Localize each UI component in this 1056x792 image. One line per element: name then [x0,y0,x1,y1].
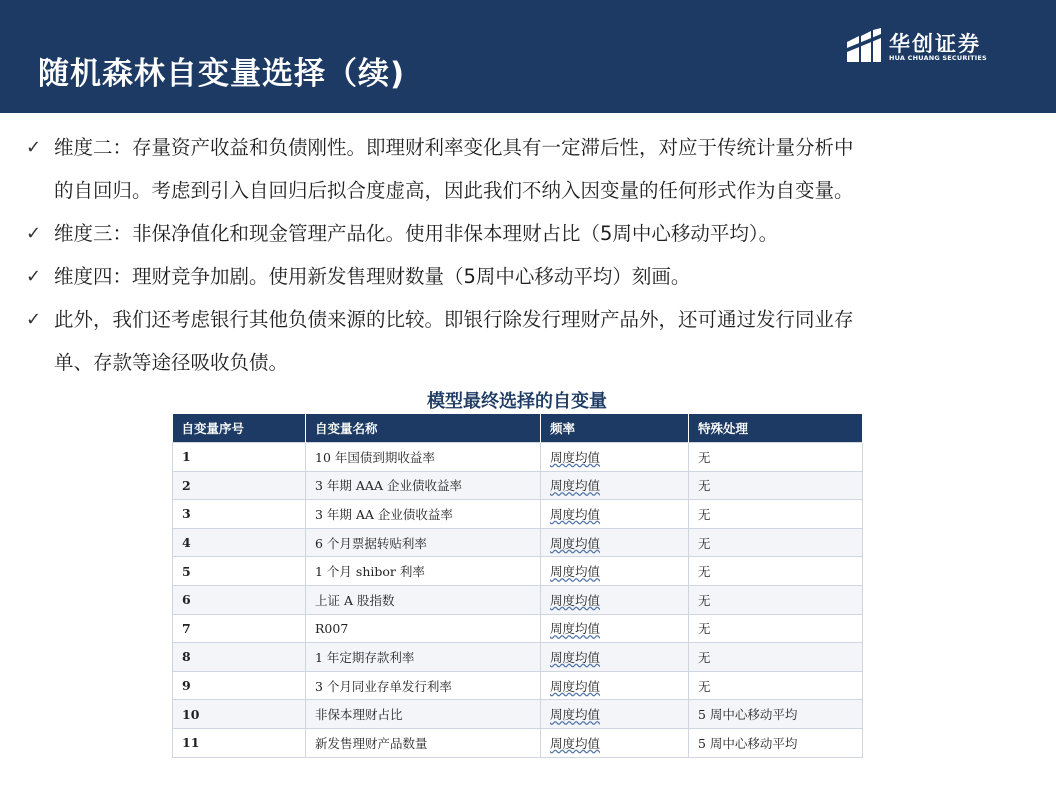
company-logo [845,28,1025,68]
logo-text-cn: 华创证券 [889,32,981,56]
bullet-text: 维度二：存量资产收益和负债刚性。即理财利率变化具有一定滞后性，对应于传统计量分析中 [54,136,854,159]
cell-frequency: 周度均值 [541,671,689,700]
cell-variable-name: 3 个月同业存单发行利率 [306,671,541,700]
cell-variable-name: 1 年定期存款利率 [306,643,541,672]
cell-special-treatment: 无 [689,585,863,614]
bullet-item [26,255,1046,298]
cell-frequency: 周度均值 [541,585,689,614]
column-header: 自变量名称 [306,414,541,443]
cell-variable-name: 3 年期 AAA 企业债收益率 [306,471,541,500]
cell-variable-name: 上证 A 股指数 [306,585,541,614]
cell-frequency: 周度均值 [541,528,689,557]
bullet-text-continued: 单、存款等途径吸收负债。 [54,351,289,374]
cell-special-treatment: 无 [689,614,863,643]
cell-variable-name: 6 个月票据转贴利率 [306,528,541,557]
cell-special-treatment: 无 [689,557,863,586]
check-icon: ✓ [26,309,42,330]
cell-special-treatment: 无 [689,671,863,700]
bullet-text-continued: 的自回归。考虑到引入自回归后拟合度虚高，因此我们不纳入因变量的任何形式作为自变量。 [54,179,854,202]
cell-variable-name: 3 年期 AA 企业债收益率 [306,500,541,529]
table-row [173,500,863,529]
table-body [173,443,863,758]
cell-variable-name: 10 年国债到期收益率 [306,443,541,472]
cell-variable-name: 新发售理财产品数量 [306,728,541,757]
check-icon: ✓ [26,223,42,244]
check-icon: ✓ [26,266,42,287]
column-header: 特殊处理 [689,414,863,443]
cell-frequency: 周度均值 [541,728,689,757]
cell-index: 7 [173,614,306,643]
bullet-text: 此外，我们还考虑银行其他负债来源的比较。即银行除发行理财产品外，还可通过发行同业存 [54,308,854,331]
cell-index: 5 [173,557,306,586]
table-row [173,585,863,614]
cell-frequency: 周度均值 [541,557,689,586]
cell-variable-name: 1 个月 shibor 利率 [306,557,541,586]
cell-index: 11 [173,728,306,757]
column-header: 频率 [541,414,689,443]
check-icon: ✓ [26,137,42,158]
cell-special-treatment: 无 [689,528,863,557]
cell-frequency: 周度均值 [541,700,689,729]
table-caption: 模型最终选择的自变量 [427,391,607,412]
cell-frequency: 周度均值 [541,471,689,500]
cell-special-treatment: 无 [689,471,863,500]
cell-variable-name: 非保本理财占比 [306,700,541,729]
page-title: 随机森林自变量选择（续) [38,56,406,92]
column-header: 自变量序号 [173,414,306,443]
table-row [173,643,863,672]
cell-frequency: 周度均值 [541,443,689,472]
cell-special-treatment: 无 [689,643,863,672]
cell-special-treatment: 无 [689,500,863,529]
variables-table [172,414,863,758]
table-row [173,471,863,500]
bullet-text: 维度三：非保净值化和现金管理产品化。使用非保本理财占比（5周中心移动平均）。 [54,222,779,245]
table-row [173,728,863,757]
cell-frequency: 周度均值 [541,500,689,529]
cell-index: 3 [173,500,306,529]
table-header-row [173,414,863,443]
cell-special-treatment: 5 周中心移动平均 [689,728,863,757]
bullet-item [26,126,1046,212]
logo-text-en: HUA CHUANG SECURITIES [889,54,987,62]
logo-mark-icon [845,28,883,64]
bullet-text: 维度四：理财竞争加剧。使用新发售理财数量（5周中心移动平均）刻画。 [54,265,691,288]
cell-frequency: 周度均值 [541,614,689,643]
cell-index: 6 [173,585,306,614]
bullet-item [26,298,1046,384]
cell-index: 9 [173,671,306,700]
bullet-item [26,212,1046,255]
table-row [173,443,863,472]
cell-variable-name: R007 [306,614,541,643]
header-bar [0,0,1056,113]
cell-special-treatment: 5 周中心移动平均 [689,700,863,729]
table-row [173,671,863,700]
cell-index: 2 [173,471,306,500]
cell-special-treatment: 无 [689,443,863,472]
cell-index: 4 [173,528,306,557]
table-row [173,614,863,643]
cell-frequency: 周度均值 [541,643,689,672]
cell-index: 8 [173,643,306,672]
bullet-list [26,126,1046,384]
table-row [173,528,863,557]
table-row [173,557,863,586]
cell-index: 10 [173,700,306,729]
table-row [173,700,863,729]
cell-index: 1 [173,443,306,472]
